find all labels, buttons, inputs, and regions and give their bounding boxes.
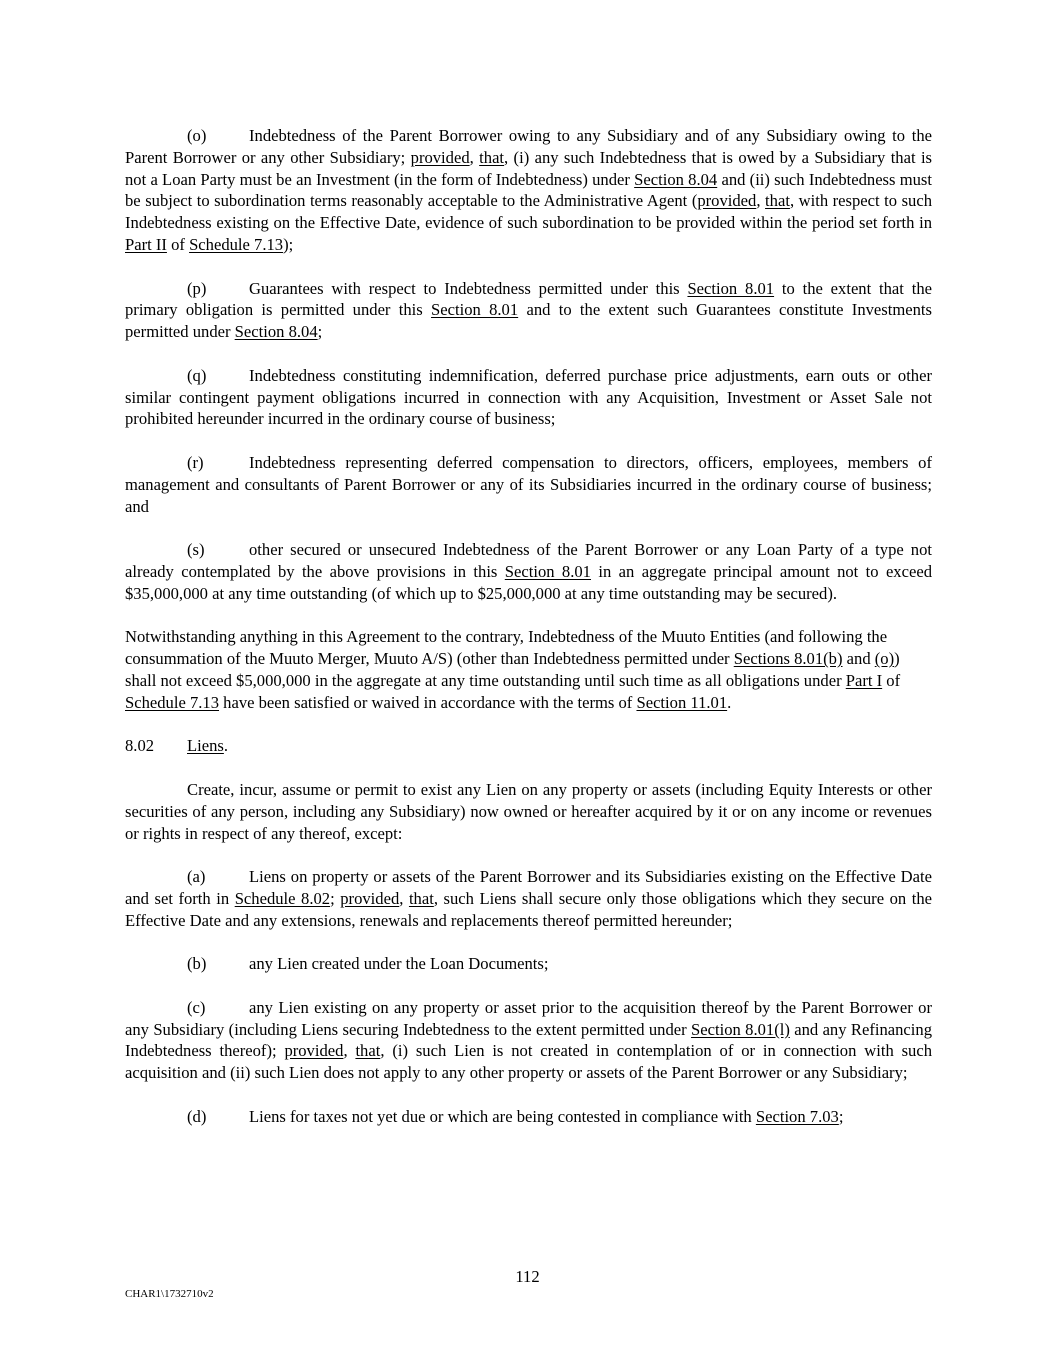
cross-reference: Section 8.04: [234, 322, 318, 342]
document-body: [125, 125, 932, 1128]
clause-label: (c): [187, 997, 206, 1017]
clause-label: (r): [187, 452, 204, 472]
cross-reference: provided: [410, 147, 470, 167]
clause-s: (s) other secured or unsecured Indebtedness of the Parent Borrower or any Loan Party of a type not already contemplated by the above provisions in this Section 8.01 in an aggregate principal amount not to exceed $35,000,000 at any time outstanding (of which up to $25,000,000 at any time outstanding may be secured).: [125, 540, 932, 603]
cross-reference: Schedule 7.13: [125, 692, 220, 712]
clause-label: (p): [187, 278, 207, 298]
document-footer-code: CHAR1\1732710v2: [125, 1288, 214, 1300]
clause-r: (r) Indebtedness representing deferred compensation to directors, officers, employees, members of management and consultants of Parent Borrower or any of its Subsidiaries incurred in the ordinary course of business; and: [125, 452, 932, 516]
section-title: Liens: [187, 736, 224, 756]
clause-label: (o): [187, 126, 207, 145]
cross-reference: Section 8.01: [504, 561, 591, 581]
cross-reference: (o): [874, 649, 895, 669]
cross-reference: Section 11.01: [636, 692, 728, 712]
page-number: 112: [515, 1267, 540, 1286]
cross-reference: Section 8.01(l): [691, 1019, 790, 1039]
cross-reference: provided: [697, 191, 757, 211]
clause-label: (b): [187, 954, 207, 974]
section-number: 8.02: [125, 736, 155, 756]
cross-reference: Schedule 7.13: [189, 234, 284, 254]
cross-reference: that: [765, 191, 790, 211]
liens-intro-paragraph: Create, incur, assume or permit to exist any Lien on any property or assets (including Equity Interests or other securities of any person, including any Subsidiary) now owned or hereafter acquired by it or on any income or revenues or rights in respect of any thereof, except:: [125, 779, 932, 843]
notwithstanding-paragraph: Notwithstanding anything in this Agreement to the contrary, Indebtedness of the Muuto Entities (and following the consummation of the Muuto Merger, Muuto A/S) (other than Indebtedness permitted under Sections 8.01(b) and (o)) shall not exceed $5,000,000 in the aggregate at any time outstanding until such time as all obligations under Part I of Schedule 7.13 have been satisfied or waived in accordance with the terms of Section 11.01.: [125, 627, 901, 712]
clause-c: (c) any Lien existing on any property or asset prior to the acquisition thereof by the Parent Borrower or any Subsidiary (including Liens securing Indebtedness to the extent permitted under Section 8.01(l) and any Refinancing Indebtedness thereof); provided, that, (i) such Lien is not created in contemplation of or in connection with such acquisition and (ii) such Lien does not apply to any other property or assets of the Parent Borrower or any Subsidiary;: [125, 997, 933, 1083]
clause-label: (a): [187, 867, 206, 887]
clause-o: (o) Indebtedness of the Parent Borrower owing to any Subsidiary and of any Subsidiary owing to the Parent Borrower or any other Subsidiary; provided, that, (i) any such Indebtedness that is owed by a Subsidiary that is not a Loan Party must be an Investment (in the form of Indebtedness) under Section 8.04 and (ii) such Indebtedness must be subject to subordination terms reasonably acceptable to the Administrative Agent (provided, that, with respect to such Indebtedness existing on the Effective Date, evidence of such subordination to be provided within the period set forth in Part II of Schedule 7.13);: [125, 126, 933, 254]
clause-label: (q): [187, 365, 207, 385]
cross-reference: provided: [284, 1041, 344, 1061]
cross-reference: that: [408, 888, 434, 908]
cross-reference: provided: [340, 888, 400, 908]
cross-reference: Section 8.01: [687, 278, 775, 298]
section-heading-8-02: 8.02 Liens.: [125, 736, 229, 756]
cross-reference: Section 8.04: [634, 169, 718, 189]
clause-d: (d) Liens for taxes not yet due or which are being contested in compliance with Section 7.03;: [187, 1106, 844, 1126]
clause-b: (b) any Lien created under the Loan Documents;: [187, 954, 549, 974]
cross-reference: Section 7.03: [755, 1106, 839, 1126]
cross-reference: Part II: [125, 234, 167, 254]
cross-reference: that: [355, 1041, 381, 1061]
cross-reference: that: [479, 147, 505, 167]
cross-reference: Part I: [845, 670, 883, 690]
clause-label: (s): [187, 540, 205, 560]
cross-reference: Sections 8.01(b): [733, 649, 843, 669]
clause-label: (d): [187, 1106, 207, 1126]
cross-reference: Section 8.01: [431, 300, 519, 320]
clause-q: (q) Indebtedness constituting indemnification, deferred purchase price adjustments, earn outs or other similar contingent payment obligations incurred in connection with any Acquisition, Investment or Asset Sale not prohibited hereunder incurred in the ordinary course of business;: [125, 365, 932, 429]
cross-reference: Schedule 8.02: [234, 888, 331, 908]
clause-a: (a) Liens on property or assets of the Parent Borrower and its Subsidiaries existing on the Effective Date and set forth in Schedule 8.02; provided, that, such Liens shall secure only those obligations which they secure on the Effective Date and any extensions, renewals and replacements thereof permitted hereunder;: [125, 867, 933, 930]
clause-p: (p) Guarantees with respect to Indebtedness permitted under this Section 8.01 to the extent that the primary obligation is permitted under this Section 8.01 and to the extent such Guarantees constitute Investments permitted under Section 8.04;: [125, 278, 932, 342]
